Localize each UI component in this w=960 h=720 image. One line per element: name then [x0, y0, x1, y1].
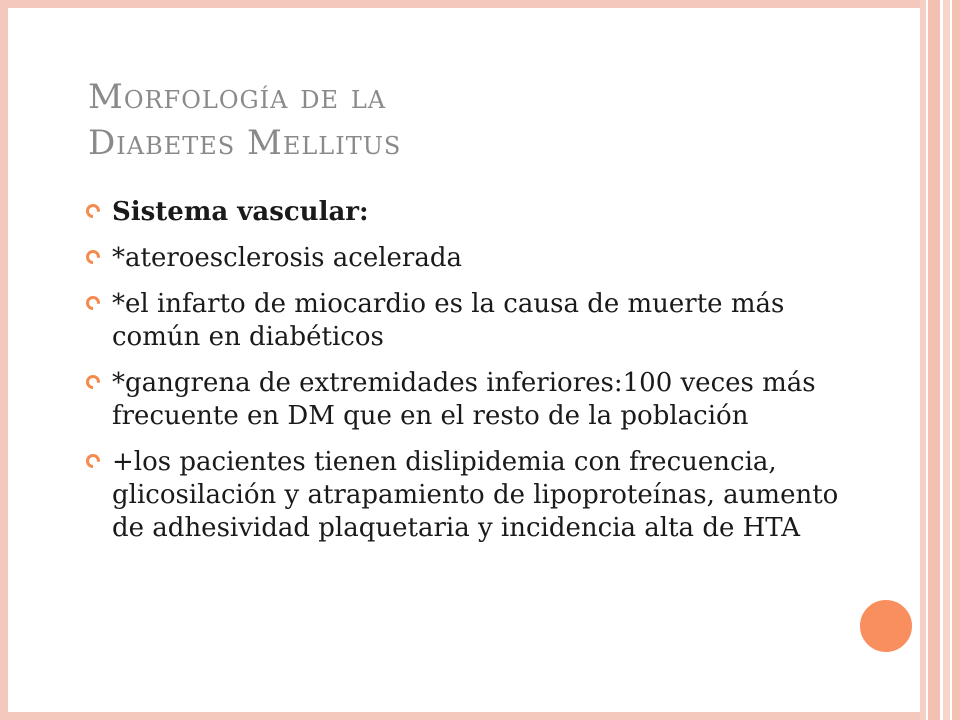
- title-line-1: Morfología de la: [88, 77, 387, 117]
- frame-top-border: [0, 0, 920, 8]
- bullet-icon: [86, 250, 100, 264]
- bullet-icon: [86, 204, 100, 218]
- bullet-icon: [86, 375, 100, 389]
- bullet-text: *gangrena de extremidades inferiores:100 veces más frecuente en DM que en el resto de la población: [112, 368, 816, 431]
- bullet-text: *ateroesclerosis acelerada: [112, 243, 462, 273]
- decor-stripe: [928, 0, 940, 720]
- frame-left-border: [0, 0, 8, 720]
- frame-bottom-border: [0, 712, 920, 720]
- title-line-2: Diabetes Mellitus: [88, 123, 402, 163]
- bullet-text: Sistema vascular:: [112, 197, 369, 227]
- bullet-item: [86, 446, 846, 545]
- bullet-list: [86, 196, 846, 558]
- decorative-circle: [856, 596, 916, 656]
- bullet-item: [86, 242, 846, 275]
- decor-stripe: [952, 0, 960, 720]
- bullet-text: *el infarto de miocardio es la causa de muerte más común en diabéticos: [112, 289, 785, 352]
- bullet-item: [86, 367, 846, 433]
- slide-title: [88, 74, 401, 166]
- bullet-icon: [86, 454, 100, 468]
- decor-stripe: [943, 0, 950, 720]
- bullet-item: [86, 288, 846, 354]
- bullet-text: +los pacientes tienen dislipidemia con frecuencia, glicosilación y atrapamiento de lipoproteínas, aumento de adhesividad plaquetaria y incidencia alta de HTA: [112, 447, 839, 543]
- bullet-item: [86, 196, 846, 229]
- bullet-icon: [86, 296, 100, 310]
